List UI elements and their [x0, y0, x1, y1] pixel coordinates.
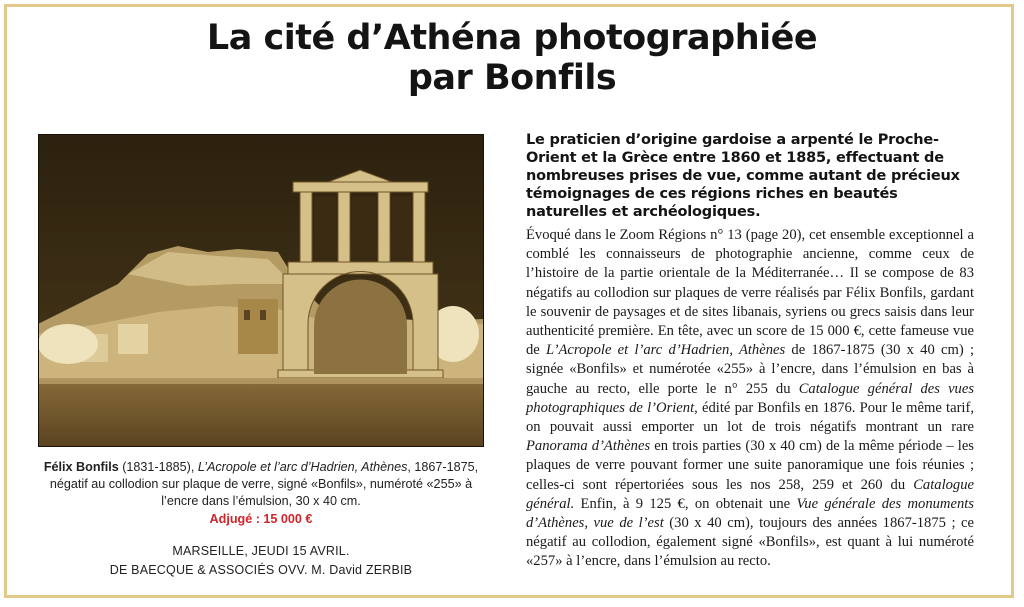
body-italic-1: L’Acropole et l’arc d’Hadrien, Athènes: [546, 342, 786, 359]
photo-caption: [30, 459, 492, 528]
acropole-hadrian-arch-photo: [38, 134, 484, 447]
body-italic-4: Catalogue général.: [526, 476, 974, 512]
article-lead: Le praticien d’origine gardoise a arpenté le Proche-Orient et la Grèce entre 1860 et 1885, effectuant de nombreuses prises de vue, comme autant de précieux témoignages de ces régions riches en beautés naturelles et archéologiques.: [526, 132, 960, 220]
article-title: [0, 18, 1024, 98]
caption-dates: (1831-1885),: [118, 460, 198, 474]
body-italic-5: Vue générale des monuments d’Athènes, vue de l’est: [526, 495, 974, 532]
article-body: [526, 226, 974, 572]
caption-details: , 1867-1875, négatif au collodion sur plaque de verre, signé «Bonfils», numéroté «255» à l’encre dans l’émulsion, 30 x 40 cm.: [49, 460, 479, 508]
sale-auction-house: DE BAECQUE & ASSOCIÉS OVV. M. David ZERBIB: [109, 563, 413, 577]
body-text-4: en trois parties (30 x 40 cm) de la même période – les plaques de verre pouvant former une suite panoramique une fois réunies ; celles-ci sont répertoriées sous les nos 258, 259 et 260 du: [526, 438, 974, 493]
sale-date: MARSEILLE, JEUDI 15 AVRIL.: [172, 544, 350, 558]
body-italic-3: Panorama d’Athènes: [526, 438, 651, 455]
title-line-1: La cité d’Athéna photographiée: [206, 18, 818, 58]
sale-location: [30, 542, 492, 580]
title-line-2: par Bonfils: [407, 58, 617, 98]
caption-work-title: L’Acropole et l’arc d’Hadrien, Athènes: [197, 460, 408, 474]
body-text-1: Évoqué dans le Zoom Régions n° 13 (page 20), cet ensemble exceptionnel a comblé les connaisseurs de photographie ancienne, comme ceux de l’histoire de la partie orientale de la Méditerranée… Il se compose de 83 négatifs au collodion sur plaques de verre réalisés par Félix Bonfils, gardant le souvenir de paysages et de sites libanais, syriens ou grecs saisis dans leur authenticité première. En tête, avec un score de 15 000 €, cette fameuse vue de: [526, 227, 974, 359]
body-text-6: (30 x 40 cm), toujours des années 1867-1875 ; ce négatif au collodion, également signé «Bonfils», est quant à lui numéroté «257» à l’encre, dans l’émulsion au recto.: [526, 515, 974, 570]
caption-price: Adjugé : 15 000 €: [209, 512, 313, 526]
caption-artist: Félix Bonfils: [43, 460, 119, 474]
body-text-3: , édité par Bonfils en 1876. Pour le même tarif, on pouvait aussi emporter un lot de trois négatifs montrant un rare: [526, 399, 974, 436]
body-text-2: de 1867-1875 (30 x 40 cm) ; signée «Bonfils» et numérotée «255» à l’encre, dans l’émulsion en bas à gauche au recto, elle porte le n° 255 du: [526, 342, 974, 397]
body-italic-2: Catalogue général des vues photographiques de l’Orient: [526, 380, 974, 416]
body-text-5: Enfin, à 9 125 €, on obtenait une: [574, 495, 797, 512]
